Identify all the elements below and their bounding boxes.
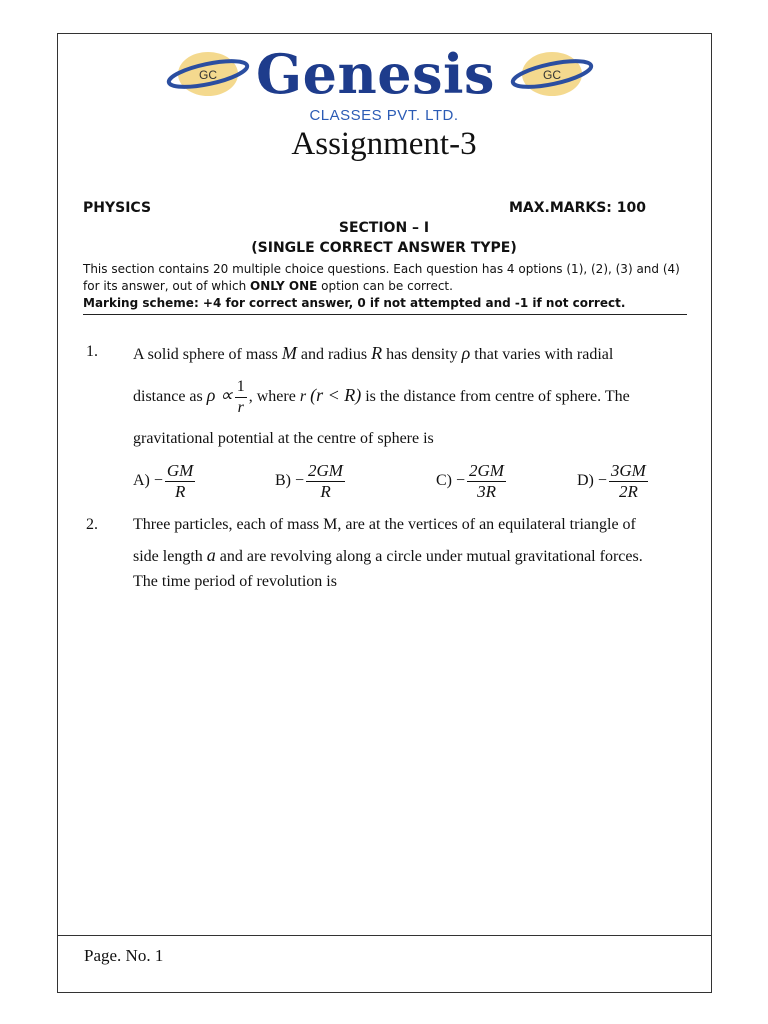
- page-number: Page. No. 1: [84, 946, 164, 965]
- subject-label: PHYSICS: [83, 200, 152, 216]
- assignment-title: Assignment-3: [291, 126, 477, 162]
- max-marks: MAX.MARKS: 100: [508, 200, 646, 216]
- brand-name: Genesis: [256, 42, 495, 106]
- question-2-line-1: Three particles, each of mass M, are at the vertices of an equilateral triangle of: [133, 516, 636, 533]
- section-heading: SECTION – I: [338, 220, 430, 236]
- marking-scheme: Marking scheme: +4 for correct answer, 0 if not attempted and -1 if not correct.: [83, 296, 626, 310]
- right-badge-icon: [511, 52, 593, 96]
- question-1-line-2: distance as ρ ∝ $\frac{1}{r}$ , where r (r < R) is the distance from centre of sphere. The: [133, 378, 630, 416]
- footer-divider: [57, 935, 712, 936]
- question-1-option-d[interactable]: D) − $\frac{3GM}{2R}$: [577, 461, 646, 501]
- question-1-line-3: gravitational potential at the centre of sphere is: [133, 430, 434, 447]
- brand-subtitle: CLASSES PVT. LTD.: [309, 107, 459, 124]
- section-type: (SINGLE CORRECT ANSWER TYPE): [251, 240, 517, 256]
- question-1-option-a[interactable]: A) − $\frac{GM}{R}$: [133, 461, 194, 501]
- question-1-line-1: A solid sphere of mass M and radius R has density ρ that varies with radial: [133, 343, 614, 363]
- left-badge-icon: [167, 52, 249, 96]
- question-2-number: 2.: [86, 516, 98, 533]
- page-border: [57, 33, 712, 993]
- svg-text:GC: GC: [543, 68, 561, 82]
- question-2-line-2: side length a and are revolving along a circle under mutual gravitational forces.: [133, 545, 643, 565]
- question-1-option-c[interactable]: C) − $\frac{2GM}{3R}$: [436, 461, 504, 501]
- question-1-option-b[interactable]: B) − $\frac{2GM}{R}$: [275, 461, 343, 501]
- question-1-number: 1.: [86, 343, 98, 360]
- svg-text:GC: GC: [199, 68, 217, 82]
- question-2-line-3: The time period of revolution is: [133, 573, 337, 590]
- divider: [83, 314, 687, 315]
- instructions: This section contains 20 multiple choice questions. Each question has 4 options (1), (2), (3) and (4) for its answer, out of which ONLY ONE option can be correct.: [83, 262, 680, 293]
